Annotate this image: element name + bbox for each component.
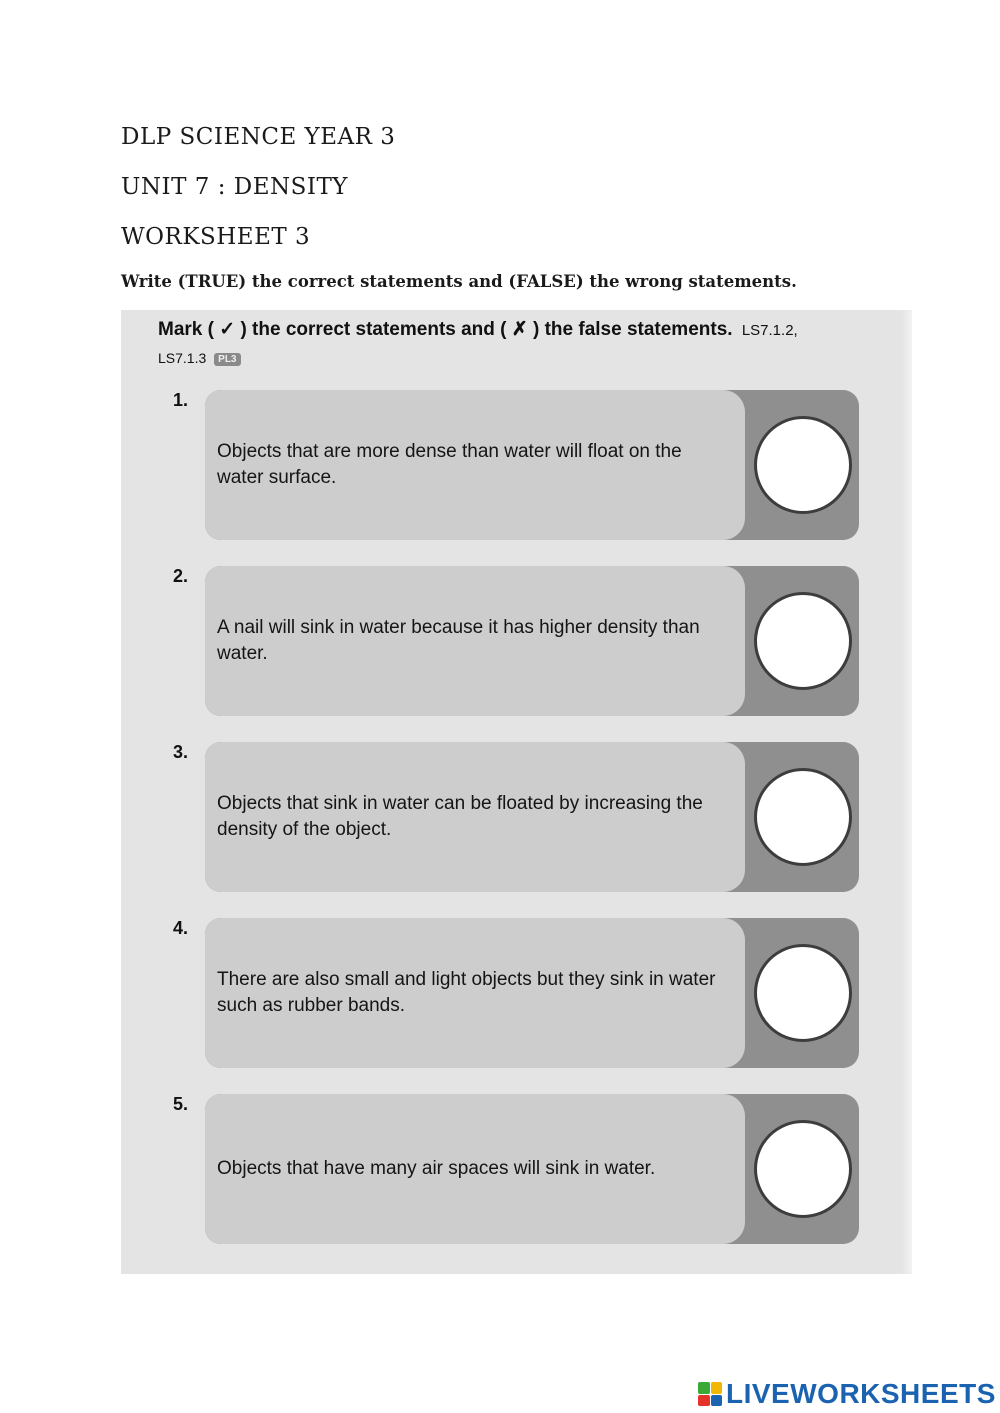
question-card — [205, 742, 859, 892]
pl-badge: PL3 — [214, 353, 240, 366]
liveworksheets-logo-icon — [698, 1382, 722, 1406]
question-text-panel — [205, 1094, 745, 1244]
scan-title-text: Mark ( ✓ ) the correct statements and ( ✗ ) the false statements. — [158, 319, 733, 340]
question-number: 1. — [173, 390, 189, 410]
question-text-panel — [205, 390, 745, 540]
scanned-worksheet-panel — [121, 310, 912, 1274]
question-text: Objects that have many air spaces will sink in water. — [217, 1158, 656, 1179]
liveworksheets-brand — [698, 1378, 996, 1410]
answer-circle[interactable] — [754, 416, 852, 514]
question-text: Objects that sink in water can be floated by increasing the density of the object. — [217, 793, 703, 840]
question-text-panel — [205, 918, 745, 1068]
question-number: 5. — [173, 1094, 189, 1114]
answer-circle[interactable] — [754, 592, 852, 690]
answer-circle[interactable] — [754, 1120, 852, 1218]
question-card — [205, 1094, 859, 1244]
worksheet-unit-title: UNIT 7 : DENSITY — [121, 174, 348, 200]
question-number: 2. — [173, 566, 189, 586]
scan-title — [158, 318, 798, 341]
question-card — [205, 918, 859, 1068]
answer-circle[interactable] — [754, 944, 852, 1042]
question-text: There are also small and light objects but they sink in water such as rubber bands. — [217, 969, 716, 1016]
answer-circle[interactable] — [754, 768, 852, 866]
question-text-panel — [205, 742, 745, 892]
brand-name: LIVEWORKSHEETS — [726, 1378, 996, 1409]
worksheet-subject-title: DLP SCIENCE YEAR 3 — [121, 124, 396, 150]
question-text: Objects that are more dense than water will float on the water surface. — [217, 441, 682, 488]
scan-code-1: LS7.1.2, — [741, 322, 798, 339]
worksheet-number-title: WORKSHEET 3 — [121, 224, 311, 250]
instruction-text: Write (TRUE) the correct statements and (FALSE) the wrong statements. — [121, 272, 797, 291]
scan-code-line — [158, 350, 241, 366]
question-card — [205, 566, 859, 716]
question-number: 4. — [173, 918, 189, 938]
question-number: 3. — [173, 742, 189, 762]
question-text: A nail will sink in water because it has higher density than water. — [217, 617, 700, 664]
question-text-panel — [205, 566, 745, 716]
scan-code-2: LS7.1.3 — [158, 350, 207, 366]
question-card — [205, 390, 859, 540]
